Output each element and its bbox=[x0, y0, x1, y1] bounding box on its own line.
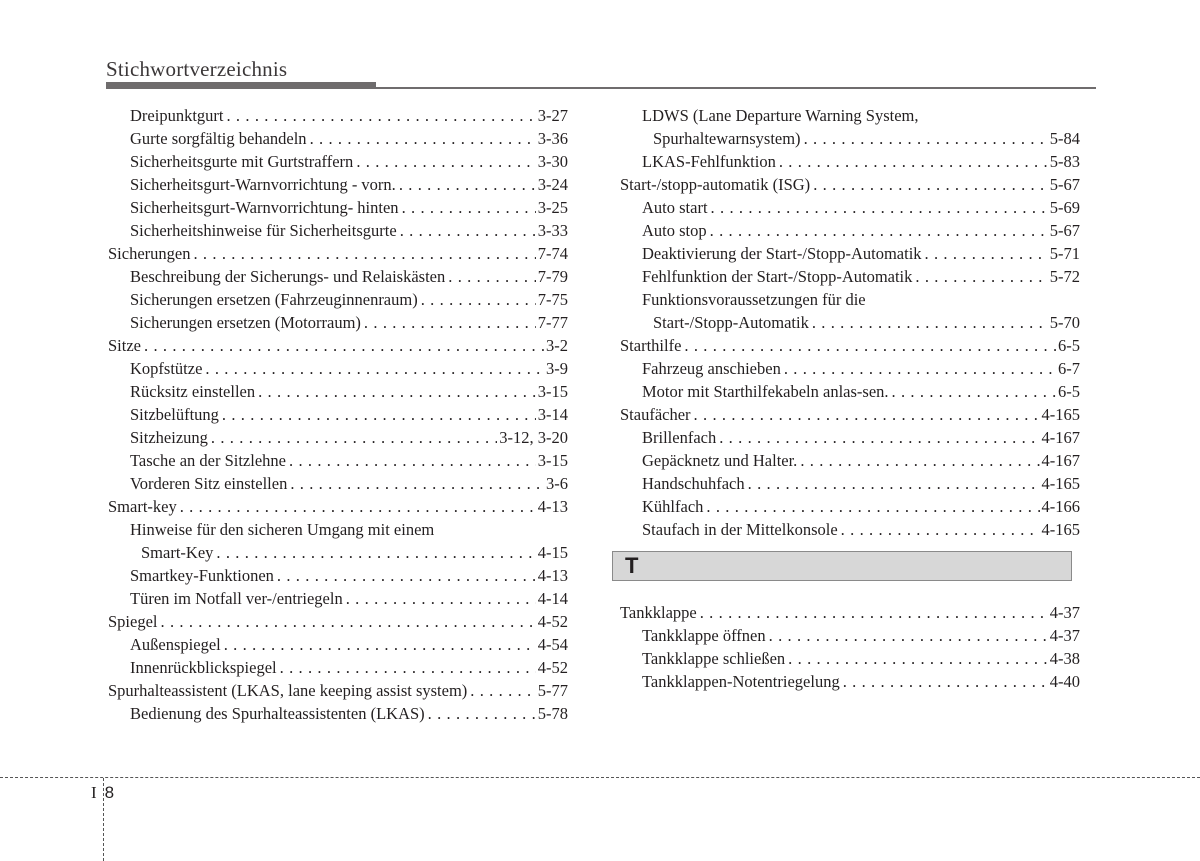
dot-leader bbox=[467, 679, 535, 702]
index-term: Sicherheitsgurt-Warnvorrichtung- hinten bbox=[130, 198, 399, 217]
index-page-ref: 5-67 bbox=[1049, 221, 1080, 240]
index-entry bbox=[108, 196, 568, 219]
index-term: Tankklappe öffnen bbox=[642, 626, 766, 645]
index-entry bbox=[108, 564, 568, 587]
index-page-ref: 7-75 bbox=[537, 290, 568, 309]
index-entry bbox=[620, 380, 1080, 403]
index-entry bbox=[620, 311, 1080, 334]
dot-leader bbox=[810, 173, 1048, 196]
index-page-ref: 3-6 bbox=[546, 474, 568, 493]
page-number bbox=[91, 783, 114, 803]
index-entry bbox=[108, 311, 568, 334]
index-page-ref: 3-15 bbox=[537, 451, 568, 470]
dot-leader bbox=[840, 670, 1048, 693]
index-term: Funktionsvoraussetzungen für die bbox=[642, 290, 866, 309]
index-term: Sicherungen ersetzen (Fahrzeuginnenraum) bbox=[130, 290, 418, 309]
header-bar bbox=[106, 82, 376, 89]
index-term: LDWS (Lane Departure Warning System, bbox=[642, 106, 919, 125]
index-page-ref: 3-27 bbox=[537, 106, 568, 125]
index-term: Innenrückblickspiegel bbox=[130, 658, 277, 677]
index-page-ref: 4-165 bbox=[1041, 405, 1080, 424]
index-entry bbox=[108, 449, 568, 472]
index-term: Bedienung des Spurhalteassistenten (LKAS) bbox=[130, 704, 425, 723]
index-entry bbox=[620, 150, 1080, 173]
index-term: Staufach in der Mittelkonsole bbox=[642, 520, 838, 539]
dot-leader bbox=[397, 219, 536, 242]
index-term: Türen im Notfall ver-/entriegeln bbox=[130, 589, 343, 608]
dot-leader bbox=[343, 587, 536, 610]
dot-leader bbox=[912, 265, 1047, 288]
index-entry bbox=[108, 127, 568, 150]
index-page-ref: 7-79 bbox=[537, 267, 568, 286]
dot-leader bbox=[781, 357, 1056, 380]
index-term: Dreipunktgurt bbox=[130, 106, 224, 125]
index-term: Hinweise für den sicheren Umgang mit einem bbox=[130, 520, 435, 539]
dot-leader bbox=[785, 647, 1048, 670]
index-page-ref: 3-14 bbox=[537, 405, 568, 424]
page-number-value: 8 bbox=[104, 783, 115, 802]
index-page-ref: 3-36 bbox=[537, 129, 568, 148]
index-entry bbox=[108, 219, 568, 242]
index-term: Gepäcknetz und Halter. bbox=[642, 451, 798, 470]
dot-leader bbox=[219, 403, 536, 426]
index-page-ref: 4-166 bbox=[1041, 497, 1080, 516]
index-entry bbox=[108, 242, 568, 265]
index-term: Spurhalteassistent (LKAS, lane keeping assist system) bbox=[108, 681, 468, 700]
dot-leader bbox=[396, 173, 536, 196]
index-page-ref: 4-167 bbox=[1041, 428, 1080, 447]
index-entry bbox=[108, 679, 568, 702]
dot-leader bbox=[445, 265, 535, 288]
index-page-ref: 3-25 bbox=[537, 198, 568, 217]
index-term: LKAS-Fehlfunktion bbox=[642, 152, 776, 171]
index-page-ref: 5-72 bbox=[1049, 267, 1080, 286]
index-list-t bbox=[620, 601, 1080, 693]
index-page-ref: 4-37 bbox=[1049, 603, 1080, 622]
index-page-ref: 5-78 bbox=[537, 704, 568, 723]
index-entry bbox=[108, 150, 568, 173]
index-entry bbox=[108, 633, 568, 656]
index-entry bbox=[620, 173, 1080, 196]
dot-leader bbox=[889, 380, 1056, 403]
index-page-ref: 3-24 bbox=[537, 175, 568, 194]
index-term: Tasche an der Sitzlehne bbox=[130, 451, 286, 470]
index-entry bbox=[620, 127, 1080, 150]
header-rule bbox=[376, 87, 1096, 89]
dot-leader bbox=[274, 564, 536, 587]
index-term: Tankklappen-Notentriegelung bbox=[642, 672, 840, 691]
index-term: Auto stop bbox=[642, 221, 707, 240]
index-page-ref: 7-74 bbox=[537, 244, 568, 263]
index-term: Start-/Stopp-Automatik bbox=[653, 313, 809, 332]
index-entry bbox=[620, 518, 1080, 541]
index-term: Kopfstütze bbox=[130, 359, 203, 378]
dot-leader bbox=[286, 449, 536, 472]
index-term: Motor mit Starthilfekabeln anlas-sen. bbox=[642, 382, 889, 401]
index-term: Smart-Key bbox=[141, 543, 214, 562]
index-column-left bbox=[108, 104, 568, 725]
index-term: Start-/stopp-automatik (ISG) bbox=[620, 175, 811, 194]
index-entry bbox=[620, 334, 1080, 357]
dot-leader bbox=[141, 334, 544, 357]
dot-leader bbox=[353, 150, 535, 173]
index-term: Spiegel bbox=[108, 612, 158, 631]
dot-leader bbox=[809, 311, 1048, 334]
dot-leader bbox=[399, 196, 536, 219]
index-entry bbox=[108, 403, 568, 426]
index-page-ref: 6-7 bbox=[1058, 359, 1080, 378]
dot-leader bbox=[797, 449, 1039, 472]
index-term: Tankklappe bbox=[620, 603, 697, 622]
index-page-ref: 4-165 bbox=[1041, 520, 1080, 539]
index-page-ref: 3-12, 3-20 bbox=[499, 428, 568, 447]
index-page-ref: 4-54 bbox=[537, 635, 568, 654]
dot-leader bbox=[277, 656, 536, 679]
index-entry bbox=[620, 647, 1080, 670]
index-page-ref: 5-69 bbox=[1049, 198, 1080, 217]
index-page-ref: 6-5 bbox=[1058, 382, 1080, 401]
index-page-ref: 5-84 bbox=[1049, 129, 1080, 148]
section-heading-t: T bbox=[612, 551, 1072, 581]
dot-leader bbox=[223, 104, 535, 127]
index-term: Smart-key bbox=[108, 497, 177, 516]
index-entry bbox=[108, 472, 568, 495]
index-page-ref: 7-77 bbox=[537, 313, 568, 332]
page-title: Stichwortverzeichnis bbox=[106, 57, 288, 81]
index-page-ref: 4-14 bbox=[537, 589, 568, 608]
dot-leader bbox=[745, 472, 1040, 495]
dot-leader bbox=[425, 702, 536, 725]
index-page-ref: 4-52 bbox=[537, 658, 568, 677]
index-term: Sitzheizung bbox=[130, 428, 208, 447]
index-page-ref: 4-13 bbox=[537, 497, 568, 516]
dot-leader bbox=[158, 610, 536, 633]
index-entry bbox=[108, 334, 568, 357]
dot-leader bbox=[922, 242, 1048, 265]
index-term: Starthilfe bbox=[620, 336, 682, 355]
index-entry bbox=[620, 242, 1080, 265]
dot-leader bbox=[708, 196, 1048, 219]
index-page-ref: 4-165 bbox=[1041, 474, 1080, 493]
index-term: Sicherungen ersetzen (Motorraum) bbox=[130, 313, 361, 332]
index-page-ref: 5-67 bbox=[1049, 175, 1080, 194]
index-page-ref: 5-77 bbox=[537, 681, 568, 700]
index-term: Sitzbelüftung bbox=[130, 405, 219, 424]
index-page-ref: 4-15 bbox=[537, 543, 568, 562]
index-term: Außenspiegel bbox=[130, 635, 221, 654]
index-term: Tankklappe schließen bbox=[642, 649, 786, 668]
index-page-ref: 6-5 bbox=[1058, 336, 1080, 355]
index-entry bbox=[620, 495, 1080, 518]
dot-leader bbox=[307, 127, 536, 150]
index-term: Gurte sorgfältig behandeln bbox=[130, 129, 307, 148]
index-entry bbox=[620, 449, 1080, 472]
index-page-ref: 5-70 bbox=[1049, 313, 1080, 332]
index-term: Sicherungen bbox=[108, 244, 191, 263]
index-entry bbox=[620, 624, 1080, 647]
index-page-ref: 4-167 bbox=[1041, 451, 1080, 470]
dot-leader bbox=[213, 541, 535, 564]
dot-leader bbox=[361, 311, 536, 334]
index-page-ref: 3-9 bbox=[546, 359, 568, 378]
dot-leader bbox=[255, 380, 536, 403]
dot-leader bbox=[681, 334, 1056, 357]
index-entry bbox=[108, 426, 568, 449]
index-entry bbox=[620, 670, 1080, 693]
index-entry bbox=[620, 196, 1080, 219]
dot-leader bbox=[838, 518, 1040, 541]
index-entry bbox=[620, 288, 1080, 311]
index-entry bbox=[620, 601, 1080, 624]
index-entry bbox=[108, 610, 568, 633]
index-term: Sicherheitshinweise für Sicherheitsgurte bbox=[130, 221, 397, 240]
dot-leader bbox=[766, 624, 1048, 647]
index-page-ref: 3-15 bbox=[537, 382, 568, 401]
index-column-right bbox=[620, 104, 1080, 693]
index-entry bbox=[620, 357, 1080, 380]
index-page-ref: 3-30 bbox=[537, 152, 568, 171]
dot-leader bbox=[177, 495, 536, 518]
index-term: Sicherheitsgurte mit Gurtstraffern bbox=[130, 152, 354, 171]
index-entry bbox=[108, 288, 568, 311]
index-entry bbox=[108, 357, 568, 380]
index-term: Auto start bbox=[642, 198, 708, 217]
index-page-ref: 4-38 bbox=[1049, 649, 1080, 668]
index-term: Fahrzeug anschieben bbox=[642, 359, 781, 378]
dot-leader bbox=[697, 601, 1048, 624]
index-entry bbox=[108, 541, 568, 564]
dot-leader bbox=[287, 472, 544, 495]
index-entry bbox=[620, 426, 1080, 449]
index-page-ref: 3-33 bbox=[537, 221, 568, 240]
dot-leader bbox=[716, 426, 1039, 449]
index-page-ref: 4-37 bbox=[1049, 626, 1080, 645]
index-term: Fehlfunktion der Start-/Stopp-Automatik bbox=[642, 267, 913, 286]
index-term: Handschuhfach bbox=[642, 474, 745, 493]
dot-leader bbox=[418, 288, 536, 311]
index-entry bbox=[108, 656, 568, 679]
dot-leader bbox=[801, 127, 1048, 150]
index-entry bbox=[108, 518, 568, 541]
index-entry bbox=[108, 265, 568, 288]
dot-leader bbox=[691, 403, 1040, 426]
dot-leader bbox=[190, 242, 535, 265]
index-term: Sicherheitsgurt-Warnvorrichtung - vorn. bbox=[130, 175, 396, 194]
index-entry bbox=[620, 472, 1080, 495]
section-letter: I bbox=[91, 783, 97, 802]
footer-rule bbox=[0, 777, 1200, 778]
dot-leader bbox=[202, 357, 544, 380]
index-term: Staufächer bbox=[620, 405, 691, 424]
index-term: Sitze bbox=[108, 336, 141, 355]
index-entry bbox=[620, 403, 1080, 426]
index-page-ref: 5-71 bbox=[1049, 244, 1080, 263]
index-page-ref: 4-13 bbox=[537, 566, 568, 585]
index-term: Spurhaltewarnsystem) bbox=[653, 129, 801, 148]
index-page-ref: 4-40 bbox=[1049, 672, 1080, 691]
index-entry bbox=[108, 587, 568, 610]
index-term: Kühlfach bbox=[642, 497, 704, 516]
index-entry bbox=[620, 104, 1080, 127]
index-entry bbox=[108, 173, 568, 196]
index-term: Beschreibung der Sicherungs- und Relaiskästen bbox=[130, 267, 446, 286]
index-term: Brillenfach bbox=[642, 428, 717, 447]
index-entry bbox=[620, 219, 1080, 242]
index-page-ref: 3-2 bbox=[546, 336, 568, 355]
index-list-s-continued bbox=[620, 104, 1080, 541]
dot-leader bbox=[221, 633, 536, 656]
dot-leader bbox=[703, 495, 1039, 518]
index-term: Vorderen Sitz einstellen bbox=[130, 474, 288, 493]
index-term: Deaktivierung der Start-/Stopp-Automatik bbox=[642, 244, 922, 263]
index-entry bbox=[108, 702, 568, 725]
dot-leader bbox=[707, 219, 1048, 242]
index-term: Smartkey-Funktionen bbox=[130, 566, 274, 585]
index-entry bbox=[108, 495, 568, 518]
index-page-ref: 4-52 bbox=[537, 612, 568, 631]
index-entry bbox=[620, 265, 1080, 288]
dot-leader bbox=[776, 150, 1048, 173]
index-page-ref: 5-83 bbox=[1049, 152, 1080, 171]
index-term: Rücksitz einstellen bbox=[130, 382, 256, 401]
index-entry bbox=[108, 104, 568, 127]
index-entry bbox=[108, 380, 568, 403]
dot-leader bbox=[208, 426, 497, 449]
